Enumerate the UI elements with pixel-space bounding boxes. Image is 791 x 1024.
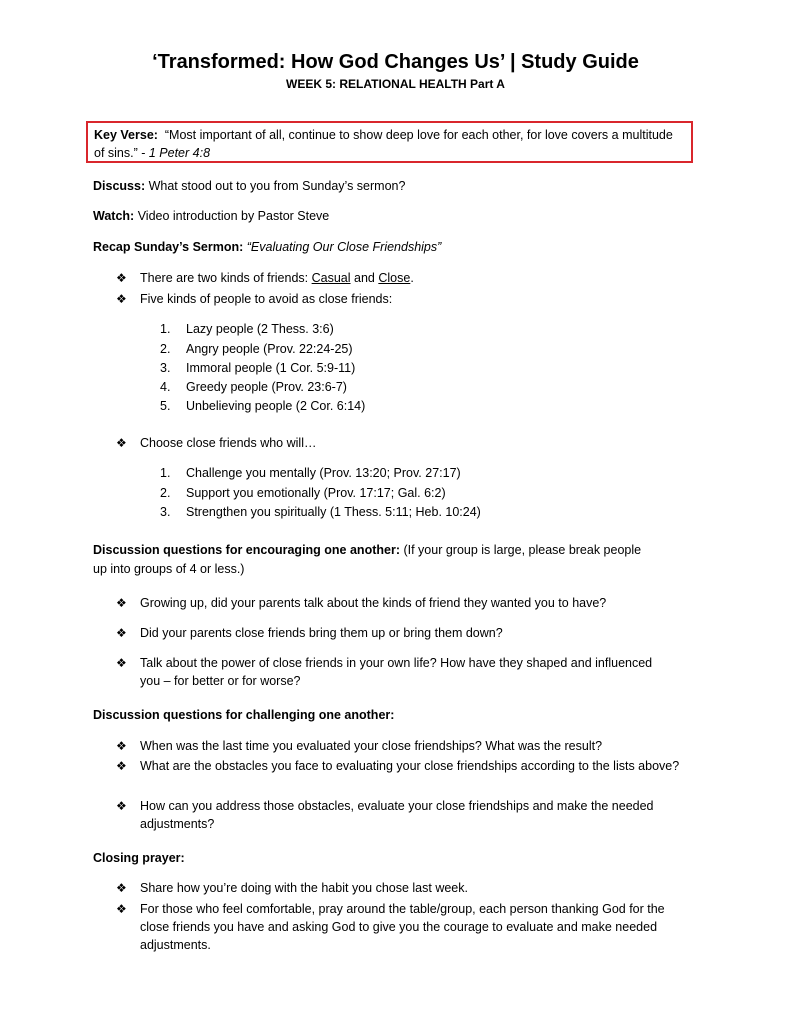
bullet-text: Five kinds of people to avoid as close friends: xyxy=(140,292,393,306)
bullet-text: There are two kinds of friends: Casual and Close. xyxy=(140,271,414,285)
page-subtitle: WEEK 5: RELATIONAL HEALTH Part A xyxy=(286,77,505,91)
challenging-label: Discussion questions for challenging one another: xyxy=(93,708,395,722)
key-verse-box xyxy=(86,121,693,163)
choose-item-3: 3. Strengthen you spiritually (1 Thess. 5:11; Heb. 10:24) xyxy=(160,505,481,519)
casual-word: Casual xyxy=(311,271,351,285)
diamond-bullet-icon: ❖ xyxy=(116,596,127,610)
encouraging-note-line1: (If your group is large, please break people xyxy=(399,543,642,557)
question-text: Did your parents close friends bring them up or bring them down? xyxy=(140,626,503,640)
key-verse-label: Key Verse: xyxy=(94,128,158,142)
avoid-item-2: 2. Angry people (Prov. 22:24-25) xyxy=(160,342,353,356)
diamond-bullet-icon: ❖ xyxy=(116,656,127,670)
diamond-bullet-icon: ❖ xyxy=(116,902,127,916)
closing-text: Share how you’re doing with the habit you chose last week. xyxy=(140,881,468,895)
key-verse-text: “Most important of all, continue to show deep love for each other, for love covers a multitude of sins.” xyxy=(94,128,673,160)
recap-line xyxy=(93,238,441,256)
recap-sermon-title: “Evaluating Our Close Friendships” xyxy=(246,240,442,254)
page-title: ‘Transformed: How God Changes Us’ | Study Guide xyxy=(152,51,639,73)
diamond-bullet-icon: ❖ xyxy=(116,739,127,753)
watch-label: Watch: xyxy=(93,209,135,223)
closing-label: Closing prayer: xyxy=(93,851,185,865)
diamond-bullet-icon: ❖ xyxy=(116,271,127,285)
avoid-item-4: 4. Greedy people (Prov. 23:6-7) xyxy=(160,380,347,394)
question-text: When was the last time you evaluated your close friendships? What was the result? xyxy=(140,739,603,753)
recap-label: Recap Sunday’s Sermon: xyxy=(93,240,244,254)
avoid-item-1: 1. Lazy people (2 Thess. 3:6) xyxy=(160,322,334,336)
avoid-item-5: 5. Unbelieving people (2 Cor. 6:14) xyxy=(160,399,366,413)
challenging-heading xyxy=(93,706,394,724)
closing-text: For those who feel comfortable, pray around the table/group, each person thanking God for the close friends you have and asking God to give you the courage to evaluate and make needed adjustments. xyxy=(140,902,665,952)
discuss-line xyxy=(93,177,405,195)
diamond-bullet-icon: ❖ xyxy=(116,759,127,773)
diamond-bullet-icon: ❖ xyxy=(116,799,127,813)
diamond-bullet-icon: ❖ xyxy=(116,881,127,895)
question-text: Growing up, did your parents talk about the kinds of friend they wanted you to have? xyxy=(140,596,607,610)
bullet-text: Choose close friends who will… xyxy=(140,436,317,450)
choose-item-1: 1. Challenge you mentally (Prov. 13:20; Prov. 27:17) xyxy=(160,466,461,480)
watch-line xyxy=(93,207,329,225)
discuss-label: Discuss: xyxy=(93,179,146,193)
encouraging-label: Discussion questions for encouraging one another: xyxy=(93,543,400,557)
encouraging-note-line2: up into groups of 4 or less.) xyxy=(93,562,245,576)
diamond-bullet-icon: ❖ xyxy=(116,436,127,450)
key-verse-separator: - xyxy=(137,146,149,160)
diamond-bullet-icon: ❖ xyxy=(116,292,127,306)
encouraging-heading xyxy=(93,541,641,559)
discuss-text: What stood out to you from Sunday’s sermon? xyxy=(148,179,406,193)
close-word: Close xyxy=(378,271,411,285)
key-verse-reference: 1 Peter 4:8 xyxy=(148,146,211,160)
diamond-bullet-icon: ❖ xyxy=(116,626,127,640)
avoid-item-3: 3. Immoral people (1 Cor. 5:9-11) xyxy=(160,361,356,375)
question-text: Talk about the power of close friends in your own life? How have they shaped and influenced you – for better or for worse? xyxy=(140,656,653,688)
question-text: How can you address those obstacles, evaluate your close friendships and make the needed adjustments? xyxy=(140,799,654,831)
question-text: What are the obstacles you face to evaluating your close friendships according to the lists above? xyxy=(140,759,680,773)
choose-item-2: 2. Support you emotionally (Prov. 17:17; Gal. 6:2) xyxy=(160,486,446,500)
watch-text: Video introduction by Pastor Steve xyxy=(137,209,330,223)
closing-heading xyxy=(93,849,185,867)
